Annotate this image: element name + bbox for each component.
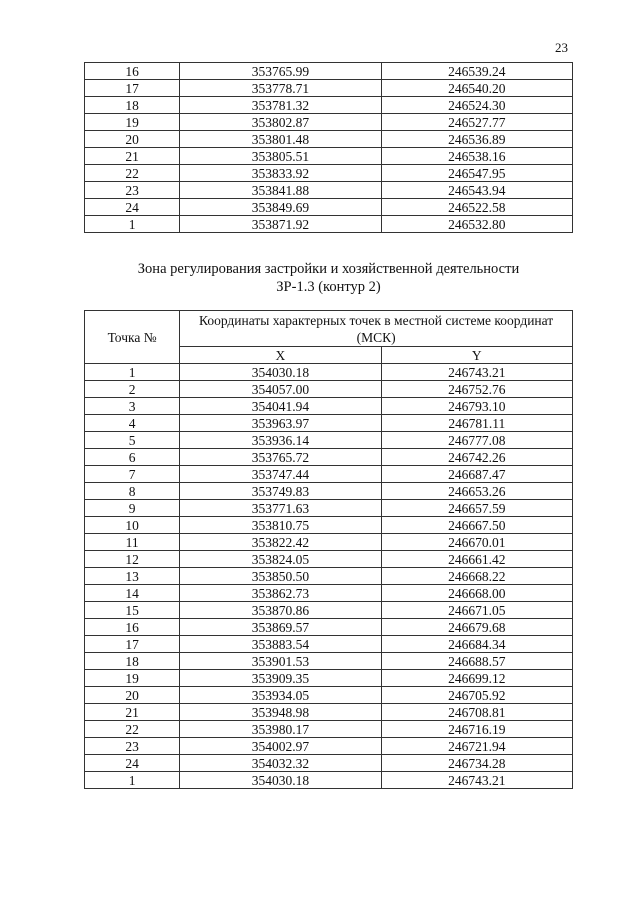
table-row — [85, 670, 573, 687]
cell-point-number: 4 — [85, 415, 180, 432]
table-row — [85, 653, 573, 670]
cell-point-number: 3 — [85, 398, 180, 415]
cell-x: 353934.05 — [180, 687, 381, 704]
cell-x: 353833.92 — [180, 165, 381, 182]
cell-x: 353765.72 — [180, 449, 381, 466]
table-row — [85, 636, 573, 653]
cell-point-number: 12 — [85, 551, 180, 568]
cell-point-number: 16 — [85, 63, 180, 80]
cell-x: 353948.98 — [180, 704, 381, 721]
cell-x: 353749.83 — [180, 483, 381, 500]
cell-point-number: 24 — [85, 755, 180, 772]
table-row — [85, 216, 573, 233]
cell-x: 353747.44 — [180, 466, 381, 483]
table-row — [85, 704, 573, 721]
cell-y: 246793.10 — [381, 398, 572, 415]
table-row — [85, 432, 573, 449]
cell-x: 353936.14 — [180, 432, 381, 449]
cell-point-number: 7 — [85, 466, 180, 483]
cell-x: 353824.05 — [180, 551, 381, 568]
cell-y: 246781.11 — [381, 415, 572, 432]
cell-point-number: 14 — [85, 585, 180, 602]
cell-x: 353778.71 — [180, 80, 381, 97]
cell-point-number: 21 — [85, 148, 180, 165]
cell-x: 354030.18 — [180, 772, 381, 789]
cell-y: 246524.30 — [381, 97, 572, 114]
cell-point-number: 18 — [85, 97, 180, 114]
table-body — [85, 364, 573, 789]
table-row — [85, 114, 573, 131]
cell-y: 246538.16 — [381, 148, 572, 165]
table-row — [85, 755, 573, 772]
cell-y: 246668.22 — [381, 568, 572, 585]
cell-y: 246653.26 — [381, 483, 572, 500]
table-row — [85, 517, 573, 534]
table-row — [85, 466, 573, 483]
cell-y: 246743.21 — [381, 772, 572, 789]
table-row — [85, 602, 573, 619]
cell-y: 246716.19 — [381, 721, 572, 738]
cell-point-number: 6 — [85, 449, 180, 466]
cell-y: 246742.26 — [381, 449, 572, 466]
cell-point-number: 1 — [85, 772, 180, 789]
cell-x: 353849.69 — [180, 199, 381, 216]
cell-x: 353963.97 — [180, 415, 381, 432]
table-header — [85, 311, 573, 364]
cell-y: 246777.08 — [381, 432, 572, 449]
table-row — [85, 364, 573, 381]
cell-y: 246547.95 — [381, 165, 572, 182]
cell-y: 246721.94 — [381, 738, 572, 755]
cell-point-number: 2 — [85, 381, 180, 398]
cell-point-number: 16 — [85, 619, 180, 636]
cell-x: 353901.53 — [180, 653, 381, 670]
cell-y: 246708.81 — [381, 704, 572, 721]
cell-x: 353909.35 — [180, 670, 381, 687]
cell-x: 353980.17 — [180, 721, 381, 738]
cell-y: 246688.57 — [381, 653, 572, 670]
cell-point-number: 17 — [85, 80, 180, 97]
cell-x: 353862.73 — [180, 585, 381, 602]
header-x: X — [180, 347, 381, 364]
cell-point-number: 24 — [85, 199, 180, 216]
cell-y: 246752.76 — [381, 381, 572, 398]
table-row — [85, 381, 573, 398]
table-row — [85, 63, 573, 80]
cell-point-number: 21 — [85, 704, 180, 721]
cell-point-number: 10 — [85, 517, 180, 534]
cell-x: 353802.87 — [180, 114, 381, 131]
cell-y: 246539.24 — [381, 63, 572, 80]
table-row — [85, 483, 573, 500]
cell-y: 246705.92 — [381, 687, 572, 704]
cell-x: 353805.51 — [180, 148, 381, 165]
cell-point-number: 23 — [85, 182, 180, 199]
cell-x: 353822.42 — [180, 534, 381, 551]
cell-y: 246687.47 — [381, 466, 572, 483]
cell-point-number: 23 — [85, 738, 180, 755]
header-point-number: Точка № — [85, 311, 180, 364]
header-y: Y — [381, 347, 572, 364]
table-row — [85, 449, 573, 466]
cell-x: 353869.57 — [180, 619, 381, 636]
section-title-line2: ЗР-1.3 (контур 2) — [276, 279, 381, 295]
cell-y: 246679.68 — [381, 619, 572, 636]
cell-point-number: 18 — [85, 653, 180, 670]
cell-point-number: 8 — [85, 483, 180, 500]
cell-y: 246734.28 — [381, 755, 572, 772]
cell-point-number: 19 — [85, 670, 180, 687]
cell-x: 354041.94 — [180, 398, 381, 415]
table-row — [85, 738, 573, 755]
cell-x: 353883.54 — [180, 636, 381, 653]
table-row — [85, 80, 573, 97]
table-body — [85, 63, 573, 233]
cell-x: 353771.63 — [180, 500, 381, 517]
cell-point-number: 20 — [85, 131, 180, 148]
cell-point-number: 1 — [85, 216, 180, 233]
table-row — [85, 534, 573, 551]
cell-point-number: 17 — [85, 636, 180, 653]
cell-y: 246699.12 — [381, 670, 572, 687]
cell-y: 246684.34 — [381, 636, 572, 653]
cell-x: 354030.18 — [180, 364, 381, 381]
header-coordinates: Координаты характерных точек в местной системе координат (МСК) — [180, 311, 573, 347]
table-row — [85, 619, 573, 636]
cell-y: 246532.80 — [381, 216, 572, 233]
cell-y: 246522.58 — [381, 199, 572, 216]
coordinates-table-continued — [84, 62, 573, 233]
cell-x: 354057.00 — [180, 381, 381, 398]
cell-x: 353765.99 — [180, 63, 381, 80]
cell-x: 353841.88 — [180, 182, 381, 199]
section-heading — [84, 260, 573, 296]
cell-y: 246668.00 — [381, 585, 572, 602]
cell-x: 353850.50 — [180, 568, 381, 585]
cell-point-number: 19 — [85, 114, 180, 131]
table-row — [85, 568, 573, 585]
table-row — [85, 687, 573, 704]
cell-x: 354032.32 — [180, 755, 381, 772]
cell-x: 354002.97 — [180, 738, 381, 755]
cell-y: 246540.20 — [381, 80, 572, 97]
table-row — [85, 398, 573, 415]
cell-point-number: 5 — [85, 432, 180, 449]
cell-x: 353781.32 — [180, 97, 381, 114]
table-row — [85, 772, 573, 789]
table-row — [85, 551, 573, 568]
cell-x: 353871.92 — [180, 216, 381, 233]
table-row — [85, 415, 573, 432]
table-row — [85, 182, 573, 199]
table-row — [85, 97, 573, 114]
cell-y: 246661.42 — [381, 551, 572, 568]
cell-point-number: 9 — [85, 500, 180, 517]
cell-point-number: 11 — [85, 534, 180, 551]
cell-x: 353810.75 — [180, 517, 381, 534]
cell-y: 246667.50 — [381, 517, 572, 534]
cell-point-number: 15 — [85, 602, 180, 619]
cell-y: 246671.05 — [381, 602, 572, 619]
cell-y: 246527.77 — [381, 114, 572, 131]
table-row — [85, 131, 573, 148]
cell-point-number: 22 — [85, 165, 180, 182]
cell-point-number: 20 — [85, 687, 180, 704]
page-number: 23 — [555, 40, 568, 55]
table-row — [85, 165, 573, 182]
cell-y: 246743.21 — [381, 364, 572, 381]
cell-y: 246657.59 — [381, 500, 572, 517]
cell-point-number: 1 — [85, 364, 180, 381]
table-row — [85, 199, 573, 216]
table-row — [85, 585, 573, 602]
cell-y: 246536.89 — [381, 131, 572, 148]
cell-y: 246670.01 — [381, 534, 572, 551]
cell-y: 246543.94 — [381, 182, 572, 199]
table-row — [85, 500, 573, 517]
cell-point-number: 22 — [85, 721, 180, 738]
cell-point-number: 13 — [85, 568, 180, 585]
table-row — [85, 721, 573, 738]
cell-x: 353870.86 — [180, 602, 381, 619]
cell-x: 353801.48 — [180, 131, 381, 148]
section-title-line1: Зона регулирования застройки и хозяйственной деятельности — [137, 261, 520, 277]
coordinates-table-contour-2 — [84, 310, 573, 789]
table-row — [85, 148, 573, 165]
